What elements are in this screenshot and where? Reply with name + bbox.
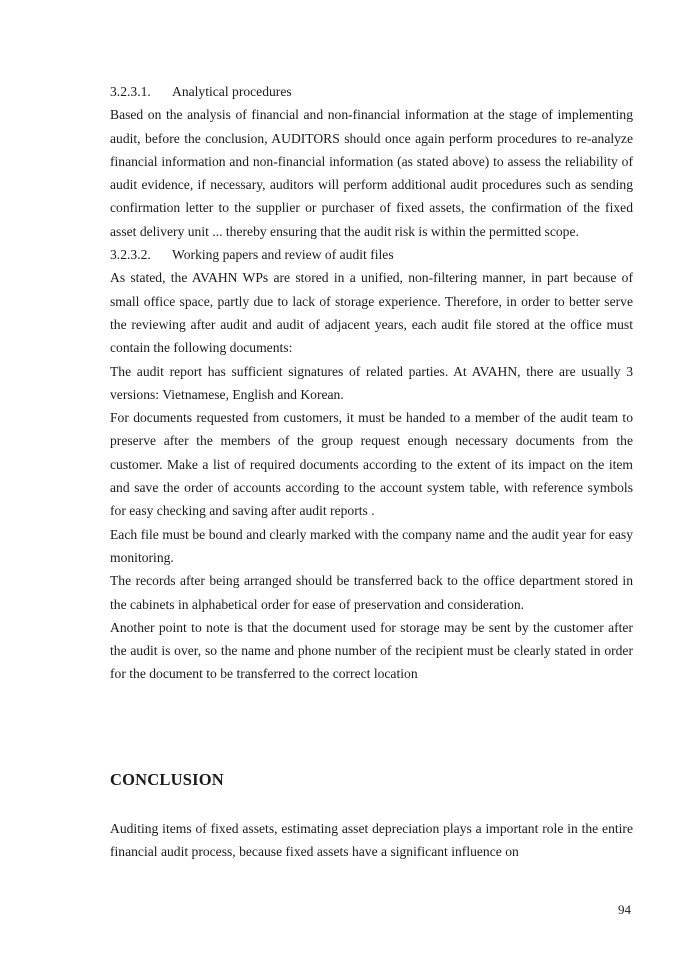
paragraph: The audit report has sufficient signatures of related parties. At AVAHN, there are usually 3 versions: Vietnamese, English and Korean. (110, 363, 633, 402)
section-heading-working-papers (110, 243, 633, 266)
section-number: 3.2.3.1. (110, 84, 151, 99)
paragraph: Each file must be bound and clearly marked with the company name and the audit year for easy monitoring. (110, 526, 633, 565)
paragraph: For documents requested from customers, it must be handed to a member of the audit team to preserve after the members of the group request enough necessary documents from the customer. Make a list of required documents according to the extent of its impact on the item and save the order of accounts according to the account system table, with reference symbols for easy checking and saving after audit reports . (110, 410, 633, 519)
body-text (110, 80, 633, 686)
section-title: Working papers and review of audit files (172, 247, 394, 263)
paragraph: As stated, the AVAHN WPs are stored in a unified, non-filtering manner, in part because of small office space, partly due to lack of storage experience. Therefore, in order to better serve the reviewing after audit and audit of adjacent years, each audit file stored at the office must contain the following documents: (110, 270, 633, 356)
page-number: 94 (618, 902, 631, 917)
conclusion-heading: CONCLUSION (110, 770, 224, 789)
paragraph: Based on the analysis of financial and non-financial information at the stage of implementing audit, before the conclusion, AUDITORS should once again perform procedures to re-analyze financial information and non-financial information (as stated above) to assess the reliability of audit evidence, if necessary, auditors will perform additional audit procedures such as sending confirmation letter to the supplier or purchaser of fixed assets, the confirmation of the fixed asset delivery unit ... thereby ensuring that the audit risk is within the permitted scope. (110, 107, 633, 239)
section-heading-analytical-procedures (110, 80, 633, 103)
conclusion-paragraph: Auditing items of fixed assets, estimating asset depreciation plays a important role in the entire financial audit process, because fixed assets have a significant influence on (110, 821, 633, 860)
paragraph: The records after being arranged should be transferred back to the office department stored in the cabinets in alphabetical order for ease of preservation and consideration. (110, 573, 633, 612)
section-title: Analytical procedures (172, 84, 292, 99)
section-number: 3.2.3.2. (110, 247, 151, 263)
paragraph: Another point to note is that the document used for storage may be sent by the customer after the audit is over, so the name and phone number of the recipient must be clearly stated in order for the document to be transferred to the correct location (110, 619, 633, 682)
